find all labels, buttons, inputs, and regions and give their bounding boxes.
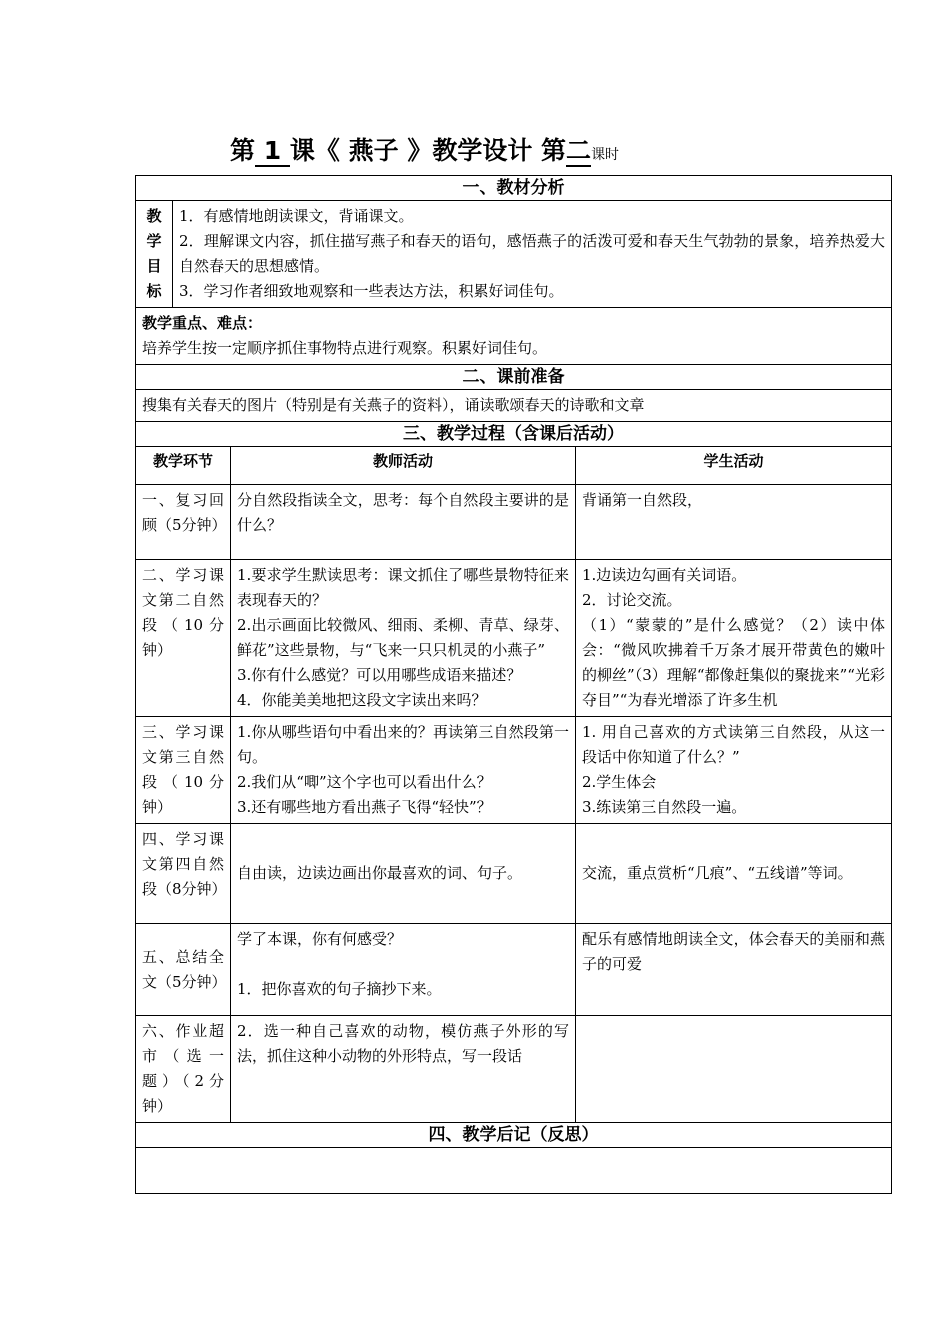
- header-student: 学生活动: [576, 447, 892, 485]
- key-points-text: 培养学生按一定顺序抓住事物特点进行观察。积累好词佳句。: [142, 339, 548, 357]
- stage-cell: 一、复习回顾（5分钟）: [136, 485, 231, 560]
- student-activity: 背诵第一自然段，: [576, 485, 892, 560]
- teacher-activity: 自由读，边读边画出你最喜欢的词、句子。: [231, 824, 576, 924]
- stage-cell: 三、学习课文第三自然段（10分钟）: [136, 717, 231, 824]
- section-preparation: 二、课前准备: [136, 365, 892, 390]
- title-mid2: 》教学设计 第: [407, 136, 567, 165]
- objective-item: 1．有感情地朗读课文，背诵课文。: [179, 207, 414, 225]
- header-stage: 教学环节: [136, 447, 231, 485]
- objective-item: 3．学习作者细致地观察和一些表达方法，积累好词佳句。: [179, 282, 564, 300]
- objective-item: 2．理解课文内容，抓住描写燕子和春天的语句，感悟燕子的活泼可爱和春天生气勃勃的景象，培养热爱大自然春天的思想感情。: [179, 232, 885, 275]
- student-activity: 配乐有感情地朗读全文，体会春天的美丽和燕子的可爱: [576, 924, 892, 1016]
- student-activity: 1.边读边勾画有关词语。 2．讨论交流。 （1）“蒙蒙的”是什么感觉？（2）读中体会：“微风吹拂着千万条才展开带黄色的嫩叶的柳丝”（3）理解“都像赶集似的聚拢来”“光彩夺目”“为春光增添了许多生机: [576, 560, 892, 717]
- title-mid1: 课《: [289, 136, 340, 165]
- header-teacher: 教师活动: [231, 447, 576, 485]
- student-activity: [576, 1016, 892, 1123]
- student-activity: 1. 用自己喜欢的方式读第三自然段，从这一段话中你知道了什么？” 2.学生体会 3.练读第三自然段一遍。: [576, 717, 892, 824]
- teacher-activity: 2．选一种自己喜欢的动物，模仿燕子外形的写法，抓住这种小动物的外形特点，写一段话: [231, 1016, 576, 1123]
- lesson-plan-table: [135, 175, 892, 1194]
- key-points-label: 教学重点、难点：: [142, 314, 263, 332]
- page-title: [230, 131, 619, 167]
- stage-cell: 四、学习课文第四自然段（8分钟）: [136, 824, 231, 924]
- section-reflection: 四、教学后记（反思）: [136, 1123, 892, 1148]
- teacher-activity: 分自然段指读全文，思考：每个自然段主要讲的是什么？: [231, 485, 576, 560]
- key-points: [136, 308, 892, 365]
- teacher-activity: 1.你从哪些语句中看出来的？再读第三自然段第一句。 2.我们从“唧”这个字也可以看出什么？ 3.还有哪些地方看出燕子飞得“轻快”？: [231, 717, 576, 824]
- section-material-analysis: 一、教材分析: [136, 176, 892, 201]
- stage-cell: 五、总结全文（5分钟）: [136, 924, 231, 1016]
- section-teaching-process: 三、教学过程（含课后活动）: [136, 422, 892, 447]
- title-prefix: 第: [230, 136, 256, 165]
- reflection-content[interactable]: [136, 1148, 892, 1194]
- lesson-number: 1: [255, 137, 290, 167]
- preparation-text: 搜集有关春天的图片（特别是有关燕子的资料），诵读歌颂春天的诗歌和文章: [136, 390, 892, 422]
- lesson-name: 燕子: [348, 136, 399, 165]
- teacher-activity: 学了本课，你有何感受？ 1．把你喜欢的句子摘抄下来。: [231, 924, 576, 1016]
- objectives-content: [173, 201, 892, 308]
- stage-cell: 二、学习课文第二自然段（10分钟）: [136, 560, 231, 717]
- period-number: 二: [566, 136, 592, 165]
- student-activity: 交流，重点赏析“几痕”、“五线谱”等词。: [576, 824, 892, 924]
- title-suffix: 课时: [591, 147, 620, 163]
- teacher-activity: 1.要求学生默读思考：课文抓住了哪些景物特征来表现春天的？ 2.出示画面比较微风、细雨、柔柳、青草、绿芽、鲜花”这些景物，与“飞来一只只机灵的小燕子” 3.你有什么感觉？可以用哪些成语来描述？ 4．你能美美地把这段文字读出来吗？: [231, 560, 576, 717]
- objectives-label: 教 学 目 标: [136, 201, 173, 308]
- stage-cell: 六、作业超市（选一题）（2分钟）: [136, 1016, 231, 1123]
